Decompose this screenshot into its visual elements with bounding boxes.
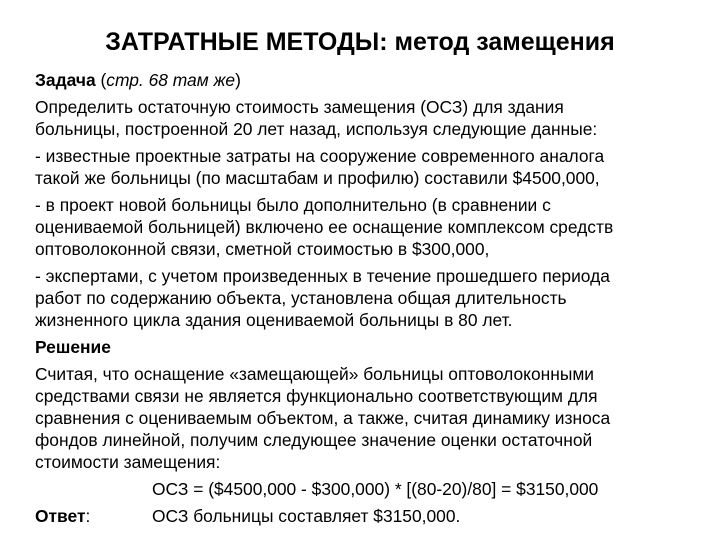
answer-row [35, 505, 705, 527]
text-line: оцениваемой больницей) включено ее оснащение комплексом средств [35, 217, 614, 237]
slide-title: ЗАТРАТНЫЕ МЕТОДЫ: метод замещения [105, 28, 615, 56]
solution-heading: Решение [35, 337, 111, 357]
task-paragraph-2 [35, 145, 705, 189]
text-line: такой же больницы (по масштабам и профилю) составили $4500,000, [35, 168, 600, 188]
solution-paragraph [35, 363, 705, 473]
answer-label-wrap [35, 505, 152, 527]
text-line: Определить остаточную стоимость замещения (ОСЗ) для здания [35, 97, 564, 117]
text-line: сравнения с оцениваемым объектом, а также, считая динамику износа [35, 408, 611, 428]
answer-label: Ответ [35, 506, 86, 526]
task-label: Задача [35, 70, 96, 90]
text-line: - известные проектные затраты на сооружение современного аналога [35, 146, 605, 166]
task-ref-open: ( [95, 70, 107, 90]
answer-colon: : [85, 506, 91, 526]
answer-text: ОСЗ больницы составляет $3150,000. [152, 506, 461, 526]
text-line: Считая, что оснащение «замещающей» больницы оптоволоконными [35, 364, 595, 384]
text-line: - экспертами, с учетом произведенных в течение прошедшего периода [35, 266, 610, 286]
solution-formula: ОСЗ = ($4500,000 - $300,000) * [(80-20)/80] = $3150,000 [152, 479, 599, 499]
text-line: фондов линейной, получим следующее значение оценки остаточной [35, 430, 593, 450]
text-line: больницы, построенной 20 лет назад, используя следующие данные: [35, 119, 598, 139]
task-paragraph-3 [35, 194, 705, 260]
text-line: средствами связи не является функционально соответствующим для [35, 386, 598, 406]
task-paragraph-4 [35, 265, 705, 331]
slide-content [35, 69, 705, 527]
text-line: стоимости замещения: [35, 452, 221, 472]
text-line: жизненного цикла здания оцениваемой больницы в 80 лет. [35, 310, 513, 330]
text-line: работ по содержанию объекта, установлена общая длительность [35, 288, 567, 308]
task-ref-close: ) [235, 70, 241, 90]
task-paragraph-1 [35, 96, 705, 140]
text-line: - в проект новой больницы было дополнительно (в сравнении с [35, 195, 551, 215]
task-heading [35, 69, 705, 91]
task-reference: стр. 68 там же [106, 70, 236, 90]
text-line: оптоволоконной связи, сметной стоимостью в $300,000, [35, 239, 490, 259]
